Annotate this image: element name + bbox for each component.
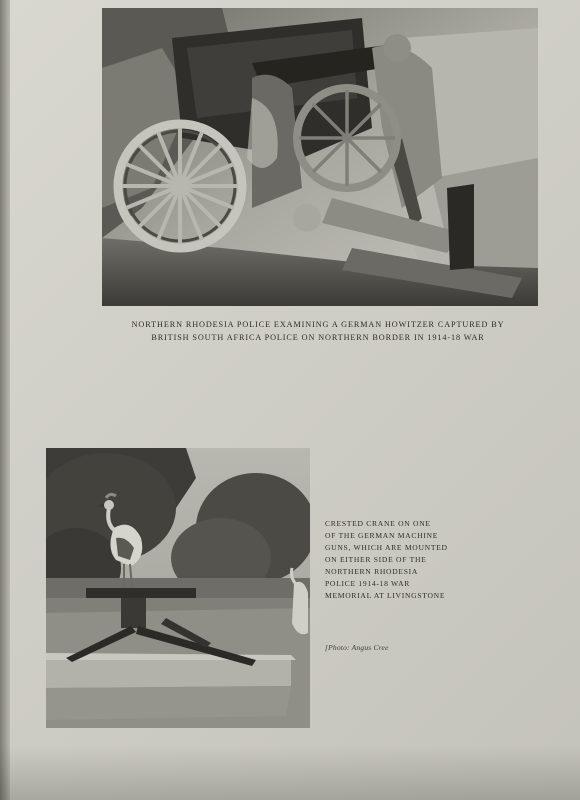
top-caption-line-2: BRITISH SOUTH AFRICA POLICE ON NORTHERN BORDER IN 1914-18 WAR (151, 333, 485, 342)
bottom-caption-line-3: GUNS, WHICH ARE MOUNTED (325, 543, 448, 552)
page-binding-edge (0, 0, 10, 800)
howitzer-photo (102, 8, 538, 306)
howitzer-photo-image (102, 8, 538, 306)
top-caption-line-1: NORTHERN RHODESIA POLICE EXAMINING A GERMAN HOWITZER CAPTURED BY (131, 320, 505, 329)
howitzer-wheel-right (297, 88, 397, 188)
bottom-caption-line-2: OF THE GERMAN MACHINE (325, 531, 439, 540)
bottom-caption-line-5: NORTHERN RHODESIA (325, 567, 419, 576)
memorial-plinth (46, 653, 296, 720)
crane-memorial-photo-image (46, 448, 310, 728)
photo-credit: [Photo: Angus Cree (325, 643, 389, 652)
crane-memorial-photo (46, 448, 310, 728)
bottom-caption-line-6: POLICE 1914-18 WAR (325, 579, 411, 588)
page-shadow (0, 745, 580, 800)
top-photo-caption (60, 318, 576, 344)
bottom-caption-line-4: ON EITHER SIDE OF THE (325, 555, 427, 564)
bottom-photo-caption (325, 518, 475, 602)
bottom-caption-line-7: MEMORIAL AT LIVINGSTONE (325, 591, 446, 600)
bottom-caption-line-1: CRESTED CRANE ON ONE (325, 519, 431, 528)
howitzer-wheel-left (118, 124, 242, 248)
